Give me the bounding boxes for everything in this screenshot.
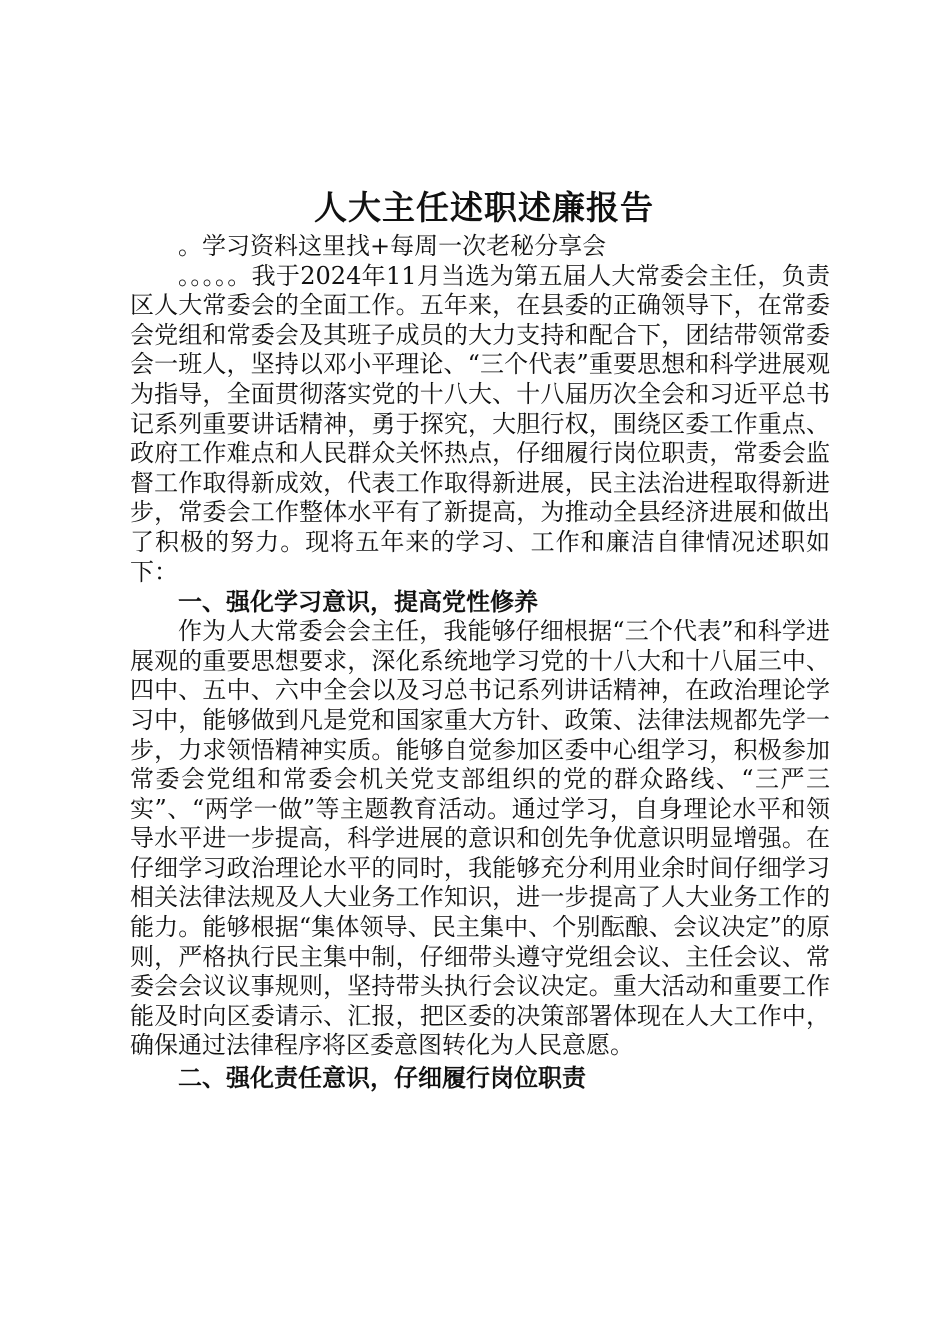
section-heading-2: 二、强化责任意识，仔细履行岗位职责: [178, 1064, 586, 1093]
document-page: [130, 184, 830, 1093]
section-1-paragraph: 作为人大常委会会主任，我能够仔细根据“三个代表”和科学进展观的重要思想要求，深化系统地学习党的十八大和十八届三中、四中、五中、六中全会以及习总书记系列讲话精神，在政治理论学习中，能够做到凡是党和国家重大方针、政策、法律法规都先学一步，力求领悟精神实质。能够自觉参加区委中心组学习，积极参加常委会党组和常委会机关党支部组织的党的群众路线、“三严三实”、“两学一做”等主题教育活动。通过学习，自身理论水平和领导水平进一步提高，科学进展的意识和创先争优意识明显增强。在仔细学习政治理论水平的同时，我能够充分利用业余时间仔细学习相关法律法规及人大业务工作知识，进一步提高了人大业务工作的能力。能够根据“集体领导、民主集中、个别酝酿、会议决定”的原则，严格执行民主集中制，仔细带头遵守党组会议、主任会议、常委会会议议事规则，坚持带头执行会议决定。重大活动和重要工作能及时向区委请示、汇报，把区委的决策部署体现在人大工作中，确保通过法律程序将区委意图转化为人民意愿。: [130, 617, 830, 1060]
document-title: 人大主任述职述廉报告: [314, 188, 654, 227]
intro-paragraph: 。。。。。我于2024年11月当选为第五届人大常委会主任，负责区人大常委会的全面工作。五年来，在县委的正确领导下，在常委会党组和常委会及其班子成员的大力支持和配合下，团结带领常委会一班人，坚持以邓小平理论、“三个代表”重要思想和科学进展观为指导，全面贯彻落实党的十八大、十八届历次全会和习近平总书记系列重要讲话精神，勇于探究，大胆行权，围绕区委工作重点、政府工作难点和人民群众关怀热点，仔细履行岗位职责，常委会监督工作取得新成效，代表工作取得新进展，民主法治进程取得新进步，常委会工作整体水平有了新提高，为推动全县经济进展和做出了积极的努力。现将五年来的学习、工作和廉洁自律情况述职如下：: [130, 261, 830, 586]
section-heading-1: 一、强化学习意识，提高党性修养: [178, 588, 538, 617]
lead-line: 。学习资料这里找+每周一次老秘分享会: [178, 232, 607, 260]
